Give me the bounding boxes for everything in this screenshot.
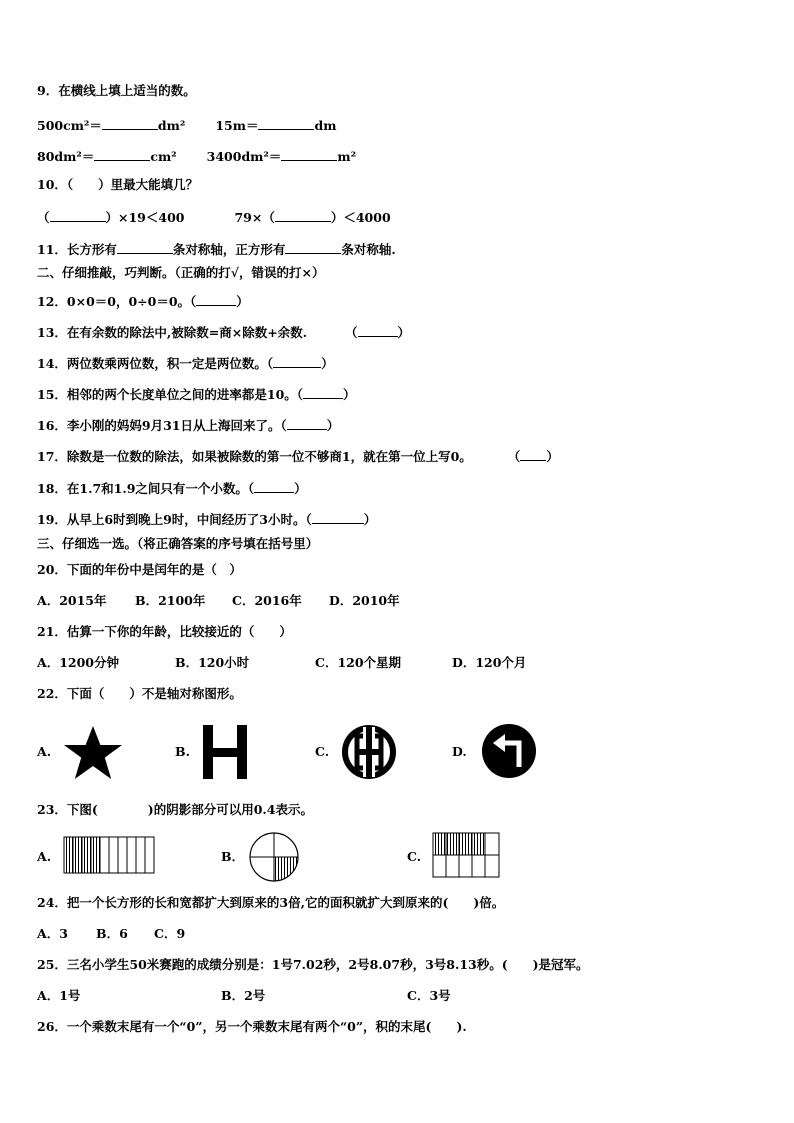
q21-stem: 21．估算一下你的年龄，比较接近的（ ） bbox=[37, 624, 292, 639]
q24-stem: 24．把一个长方形的长和宽都扩大到原来的3倍,它的面积就扩大到原来的( )倍。 bbox=[37, 895, 505, 910]
q12-tail: ） bbox=[236, 294, 249, 309]
q20-stem: 20．下面的年份中是闰年的是（ ） bbox=[37, 562, 242, 577]
q13 bbox=[37, 323, 410, 341]
q22-label-c[interactable]: C. bbox=[315, 744, 330, 759]
q15-text: 15．相邻的两个长度单位之间的进率都是10。（ bbox=[37, 387, 304, 402]
q20-option-d[interactable]: D．2010年 bbox=[329, 593, 400, 608]
q23-label-b[interactable]: B． bbox=[221, 849, 245, 864]
q10-stem: 10．（ ）里最大能填几？ bbox=[37, 177, 199, 192]
q9-blank-1[interactable] bbox=[102, 116, 158, 130]
q21-option-a[interactable]: A．1200分钟 bbox=[37, 655, 119, 670]
q10-b-head: 79×（ bbox=[234, 210, 275, 225]
q22-stem: 22．下面（ ）不是轴对称图形。 bbox=[37, 686, 242, 701]
letter-h-icon bbox=[203, 725, 247, 779]
q16 bbox=[37, 416, 339, 434]
q20-option-b[interactable]: B．2100年 bbox=[135, 593, 206, 608]
q19-tail: ） bbox=[363, 512, 377, 527]
q14 bbox=[37, 354, 334, 372]
q19-answer[interactable] bbox=[312, 510, 364, 524]
q18-tail: ） bbox=[294, 481, 307, 496]
q12 bbox=[37, 292, 249, 310]
q19 bbox=[37, 510, 376, 528]
q13-open: （ bbox=[345, 325, 358, 340]
q17 bbox=[37, 447, 559, 465]
q18 bbox=[37, 479, 307, 497]
q14-tail: ） bbox=[321, 356, 334, 371]
q21-option-c[interactable]: C．120个星期 bbox=[315, 655, 402, 670]
q15-tail: ） bbox=[343, 387, 356, 402]
q17-tail: ） bbox=[546, 449, 559, 464]
q21-option-d[interactable]: D．120个月 bbox=[452, 655, 527, 670]
q13-tail: ） bbox=[397, 325, 411, 340]
q17-open: （ bbox=[507, 449, 521, 464]
q11-blank-1[interactable] bbox=[117, 240, 173, 254]
q25-option-a[interactable]: A．1号 bbox=[37, 988, 81, 1003]
q10-blank-1[interactable] bbox=[50, 208, 106, 222]
q23-figure-c-grid bbox=[432, 832, 500, 878]
q12-answer[interactable] bbox=[196, 292, 236, 306]
turn-left-sign-icon bbox=[481, 723, 537, 779]
q23-label-c[interactable]: C. bbox=[407, 849, 422, 864]
q23-stem: 23．下图( )的阴影部分可以用0.4表示。 bbox=[37, 802, 313, 817]
q9-r1b-unit: dm bbox=[314, 118, 337, 133]
q25-option-c[interactable]: C．3号 bbox=[407, 988, 451, 1003]
q9-blank-2[interactable] bbox=[258, 116, 314, 130]
q15-answer[interactable] bbox=[303, 385, 343, 399]
q15 bbox=[37, 385, 356, 403]
section2-heading: 二、仔细推敲，巧判断。（正确的打√，错误的打×） bbox=[37, 265, 325, 280]
q22-label-d[interactable]: D. bbox=[452, 744, 467, 759]
q9-stem: 9．在横线上填上适当的数。 bbox=[37, 83, 196, 98]
bank-logo-icon bbox=[341, 724, 397, 780]
q9-r2b-unit: m² bbox=[337, 149, 357, 164]
q10-a-open: （ bbox=[37, 210, 50, 225]
q9-r2b: 3400dm²＝ bbox=[206, 149, 282, 164]
q11-p3: 条对称轴. bbox=[341, 242, 396, 257]
q25-option-b[interactable]: B．2号 bbox=[221, 988, 266, 1003]
q23-label-a[interactable]: A. bbox=[37, 849, 52, 864]
q23-figure-a-strip bbox=[63, 836, 155, 874]
q14-answer[interactable] bbox=[273, 354, 321, 368]
q9-r1b: 15m＝ bbox=[215, 118, 259, 133]
q16-text: 16．李小刚的妈妈9月31日从上海回来了。（ bbox=[37, 418, 287, 433]
q19-text: 19．从早上6时到晚上9时，中间经历了3小时。（ bbox=[37, 512, 312, 527]
q9-blank-3[interactable] bbox=[94, 147, 150, 161]
q20-option-c[interactable]: C．2016年 bbox=[232, 593, 302, 608]
q18-text: 18．在1.7和1.9之间只有一个小数。（ bbox=[37, 481, 255, 496]
q17-answer[interactable] bbox=[520, 447, 546, 461]
q9-row2 bbox=[37, 147, 356, 165]
q10-blank-2[interactable] bbox=[275, 208, 331, 222]
q17-text: 17．除数是一位数的除法，如果被除数的第一位不够商1，就在第一位上写0。 bbox=[37, 449, 472, 464]
q24-option-c[interactable]: C．9 bbox=[154, 926, 186, 941]
q25-stem: 25．三名小学生50米赛跑的成绩分别是：1号7.02秒，2号8.07秒，3号8.13秒。( )是冠军。 bbox=[37, 957, 589, 972]
q10-a-tail: ）×19＜400 bbox=[105, 210, 185, 225]
q20-option-a[interactable]: A．2015年 bbox=[37, 593, 107, 608]
q18-answer[interactable] bbox=[254, 479, 294, 493]
q23-figure-b-circle bbox=[248, 831, 300, 883]
q11-p2: 条对称轴，正方形有 bbox=[172, 242, 286, 257]
q12-text: 12．0×0＝0，0÷0＝0。（ bbox=[37, 294, 197, 309]
q10-b-tail: ）＜4000 bbox=[330, 210, 391, 225]
q14-text: 14．两位数乘两位数，积一定是两位数。（ bbox=[37, 356, 274, 371]
q9-row1 bbox=[37, 116, 336, 134]
section3-heading: 三、仔细选一选。（将正确答案的序号填在括号里） bbox=[37, 536, 319, 551]
q24-option-b[interactable]: B．6 bbox=[96, 926, 128, 941]
q21-option-b[interactable]: B．120小时 bbox=[175, 655, 250, 670]
q10-row bbox=[37, 208, 391, 226]
q13-answer[interactable] bbox=[358, 323, 398, 337]
q16-tail: ） bbox=[326, 418, 340, 433]
q9-r2a-unit: cm² bbox=[150, 149, 177, 164]
star-icon bbox=[62, 724, 124, 782]
q9-r1a: 500cm²＝ bbox=[37, 118, 102, 133]
q26-stem: 26．一个乘数末尾有一个“0”，另一个乘数末尾有两个“0”，积的末尾( ). bbox=[37, 1019, 467, 1034]
q9-blank-4[interactable] bbox=[281, 147, 337, 161]
q11-p1: 11．长方形有 bbox=[37, 242, 117, 257]
q22-label-b[interactable]: B. bbox=[175, 744, 190, 759]
q22-label-a[interactable]: A. bbox=[37, 744, 52, 759]
q9-r1a-unit: dm² bbox=[157, 118, 186, 133]
q24-option-a[interactable]: A．3 bbox=[37, 926, 68, 941]
q16-answer[interactable] bbox=[287, 416, 327, 430]
q9-r2a: 80dm²＝ bbox=[37, 149, 95, 164]
q11 bbox=[37, 240, 396, 258]
q13-text: 13．在有余数的除法中,被除数=商×除数+余数. bbox=[37, 325, 308, 340]
q11-blank-2[interactable] bbox=[285, 240, 341, 254]
